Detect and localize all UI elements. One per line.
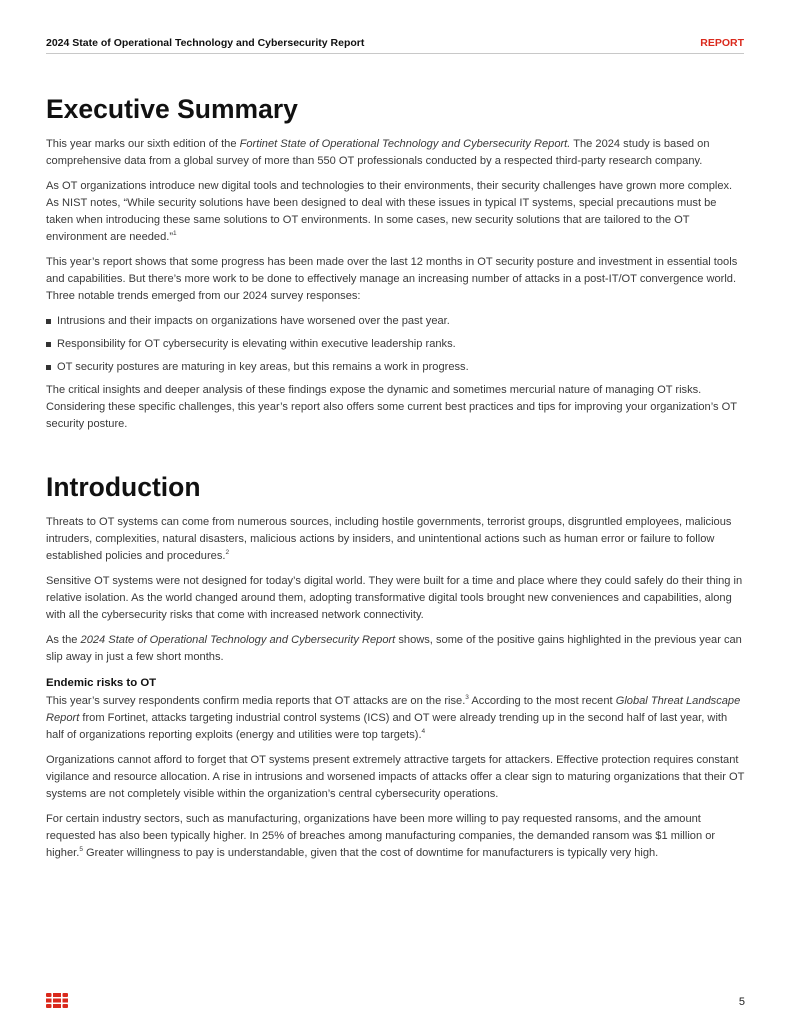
executive-summary-paragraph-1 bbox=[46, 136, 746, 170]
text-run: This year’s survey respondents confirm media reports that OT attacks are on the rise. bbox=[46, 695, 466, 707]
report-name-italic: Global Threat Landscape Report bbox=[46, 695, 741, 724]
text-run: According to the most recent bbox=[468, 695, 616, 707]
fortinet-logo-icon bbox=[46, 993, 68, 1008]
footnote-ref: 3 bbox=[465, 694, 469, 701]
executive-summary-heading: Executive Summary bbox=[46, 94, 298, 124]
executive-summary-paragraph-4: The critical insights and deeper analysis of these findings expose the dynamic and sometimes mercurial nature of managing OT risks. Considering these specific challenges, this year’s report also offers some current best practices and tips for improving your organization’s OT security posture. bbox=[46, 384, 737, 430]
text-run: Greater willingness to pay is understandable, given that the cost of downtime for manufacturers is typically very high. bbox=[82, 847, 659, 859]
executive-summary-paragraph-3: This year’s report shows that some progress has been made over the last 12 months in OT security posture and investment in essential tools and capabilities. But there’s more work to be done to effectively manage an increasing number of attacks in a post-IT/OT convergence world. Three notable trends emerged from our 2024 survey responses: bbox=[46, 256, 738, 302]
trends-list bbox=[46, 313, 746, 376]
text-run: This year marks our sixth edition of the bbox=[46, 138, 240, 150]
introduction-paragraph-5: Organizations cannot afford to forget that OT systems present extremely attractive targets for attackers. Effective protection requires constant vigilance and resource allocation. A rise in intrusions and worsened impacts of attacks offer a clear sign to maturing organizations that their OT systems are not completely visible within the organization’s central cybersecurity operations. bbox=[46, 754, 745, 800]
introduction-paragraph-6 bbox=[46, 811, 746, 862]
text-run: The 2024 study is based on comprehensive data from a global survey of more than 550 OT professionals conducted by a respected third-party research company. bbox=[46, 138, 710, 167]
executive-summary-paragraph-2 bbox=[46, 178, 746, 246]
introduction-paragraph-3 bbox=[46, 632, 746, 666]
text-run: shows, some of the positive gains highlighted in the previous year can slip away in just a few short months. bbox=[46, 634, 742, 663]
footnote-ref: 1 bbox=[173, 230, 177, 237]
text-run: from Fortinet, attacks targeting industrial control systems (ICS) and OT were already trending up in the second half of last year, with half of organizations reporting exploits (energy and utilities were top targets). bbox=[46, 712, 728, 741]
list-item: Responsibility for OT cybersecurity is elevating within executive leadership ranks. bbox=[46, 336, 746, 353]
text-run: As OT organizations introduce new digital tools and technologies to their environments, their security challenges have grown more complex. As NIST notes, “While security solutions have been designed to deal with these issues in typical IT systems, special precautions must be taken when introducing these same solutions to OT environments. In some cases, new security solutions that are tailored to the OT environment are needed.” bbox=[46, 180, 733, 243]
text-run: As the bbox=[46, 634, 81, 646]
footnote-ref: 5 bbox=[79, 846, 83, 853]
text-run: Threats to OT systems can come from numerous sources, including hostile governments, terrorist groups, disgruntled employees, malicious intruders, complexities, natural disasters, malicious actions by insiders, and unintentional actions such as human error or failure to follow established policies and procedures. bbox=[46, 516, 732, 562]
list-item: Intrusions and their impacts on organizations have worsened over the past year. bbox=[46, 313, 746, 330]
report-label: REPORT bbox=[700, 37, 744, 49]
introduction-heading: Introduction bbox=[46, 472, 201, 502]
footnote-ref: 4 bbox=[421, 728, 426, 735]
introduction-paragraph-2: Sensitive OT systems were not designed for today’s digital world. They were built for a time and place where they could safely do their thing in relative isolation. As the world changed around them, adopting transformative digital tools brought new conveniences and capabilities, along with all the cybersecurity risks that come with increased network connectivity. bbox=[46, 575, 743, 621]
text-run: For certain industry sectors, such as manufacturing, organizations have been more willing to pay requested ransoms, and the amount requested has also been typically higher. In 25% of breaches among manufacturing companies, the demanded ransom was $1 million or higher. bbox=[46, 813, 716, 859]
report-name-italic: 2024 State of Operational Technology and Cybersecurity Report bbox=[80, 634, 396, 646]
page-content bbox=[46, 92, 746, 870]
page-header bbox=[46, 37, 744, 54]
list-item: OT security postures are maturing in key areas, but this remains a work in progress. bbox=[46, 359, 746, 376]
introduction-paragraph-4 bbox=[46, 693, 746, 744]
report-name-italic: Fortinet State of Operational Technology and Cybersecurity Report. bbox=[239, 138, 571, 150]
footnote-ref: 2 bbox=[225, 549, 230, 556]
endemic-risks-subheading: Endemic risks to OT bbox=[46, 677, 157, 689]
introduction-paragraph-1 bbox=[46, 514, 746, 565]
report-title: 2024 State of Operational Technology and Cybersecurity Report bbox=[46, 37, 365, 49]
page-number: 5 bbox=[738, 996, 745, 1008]
